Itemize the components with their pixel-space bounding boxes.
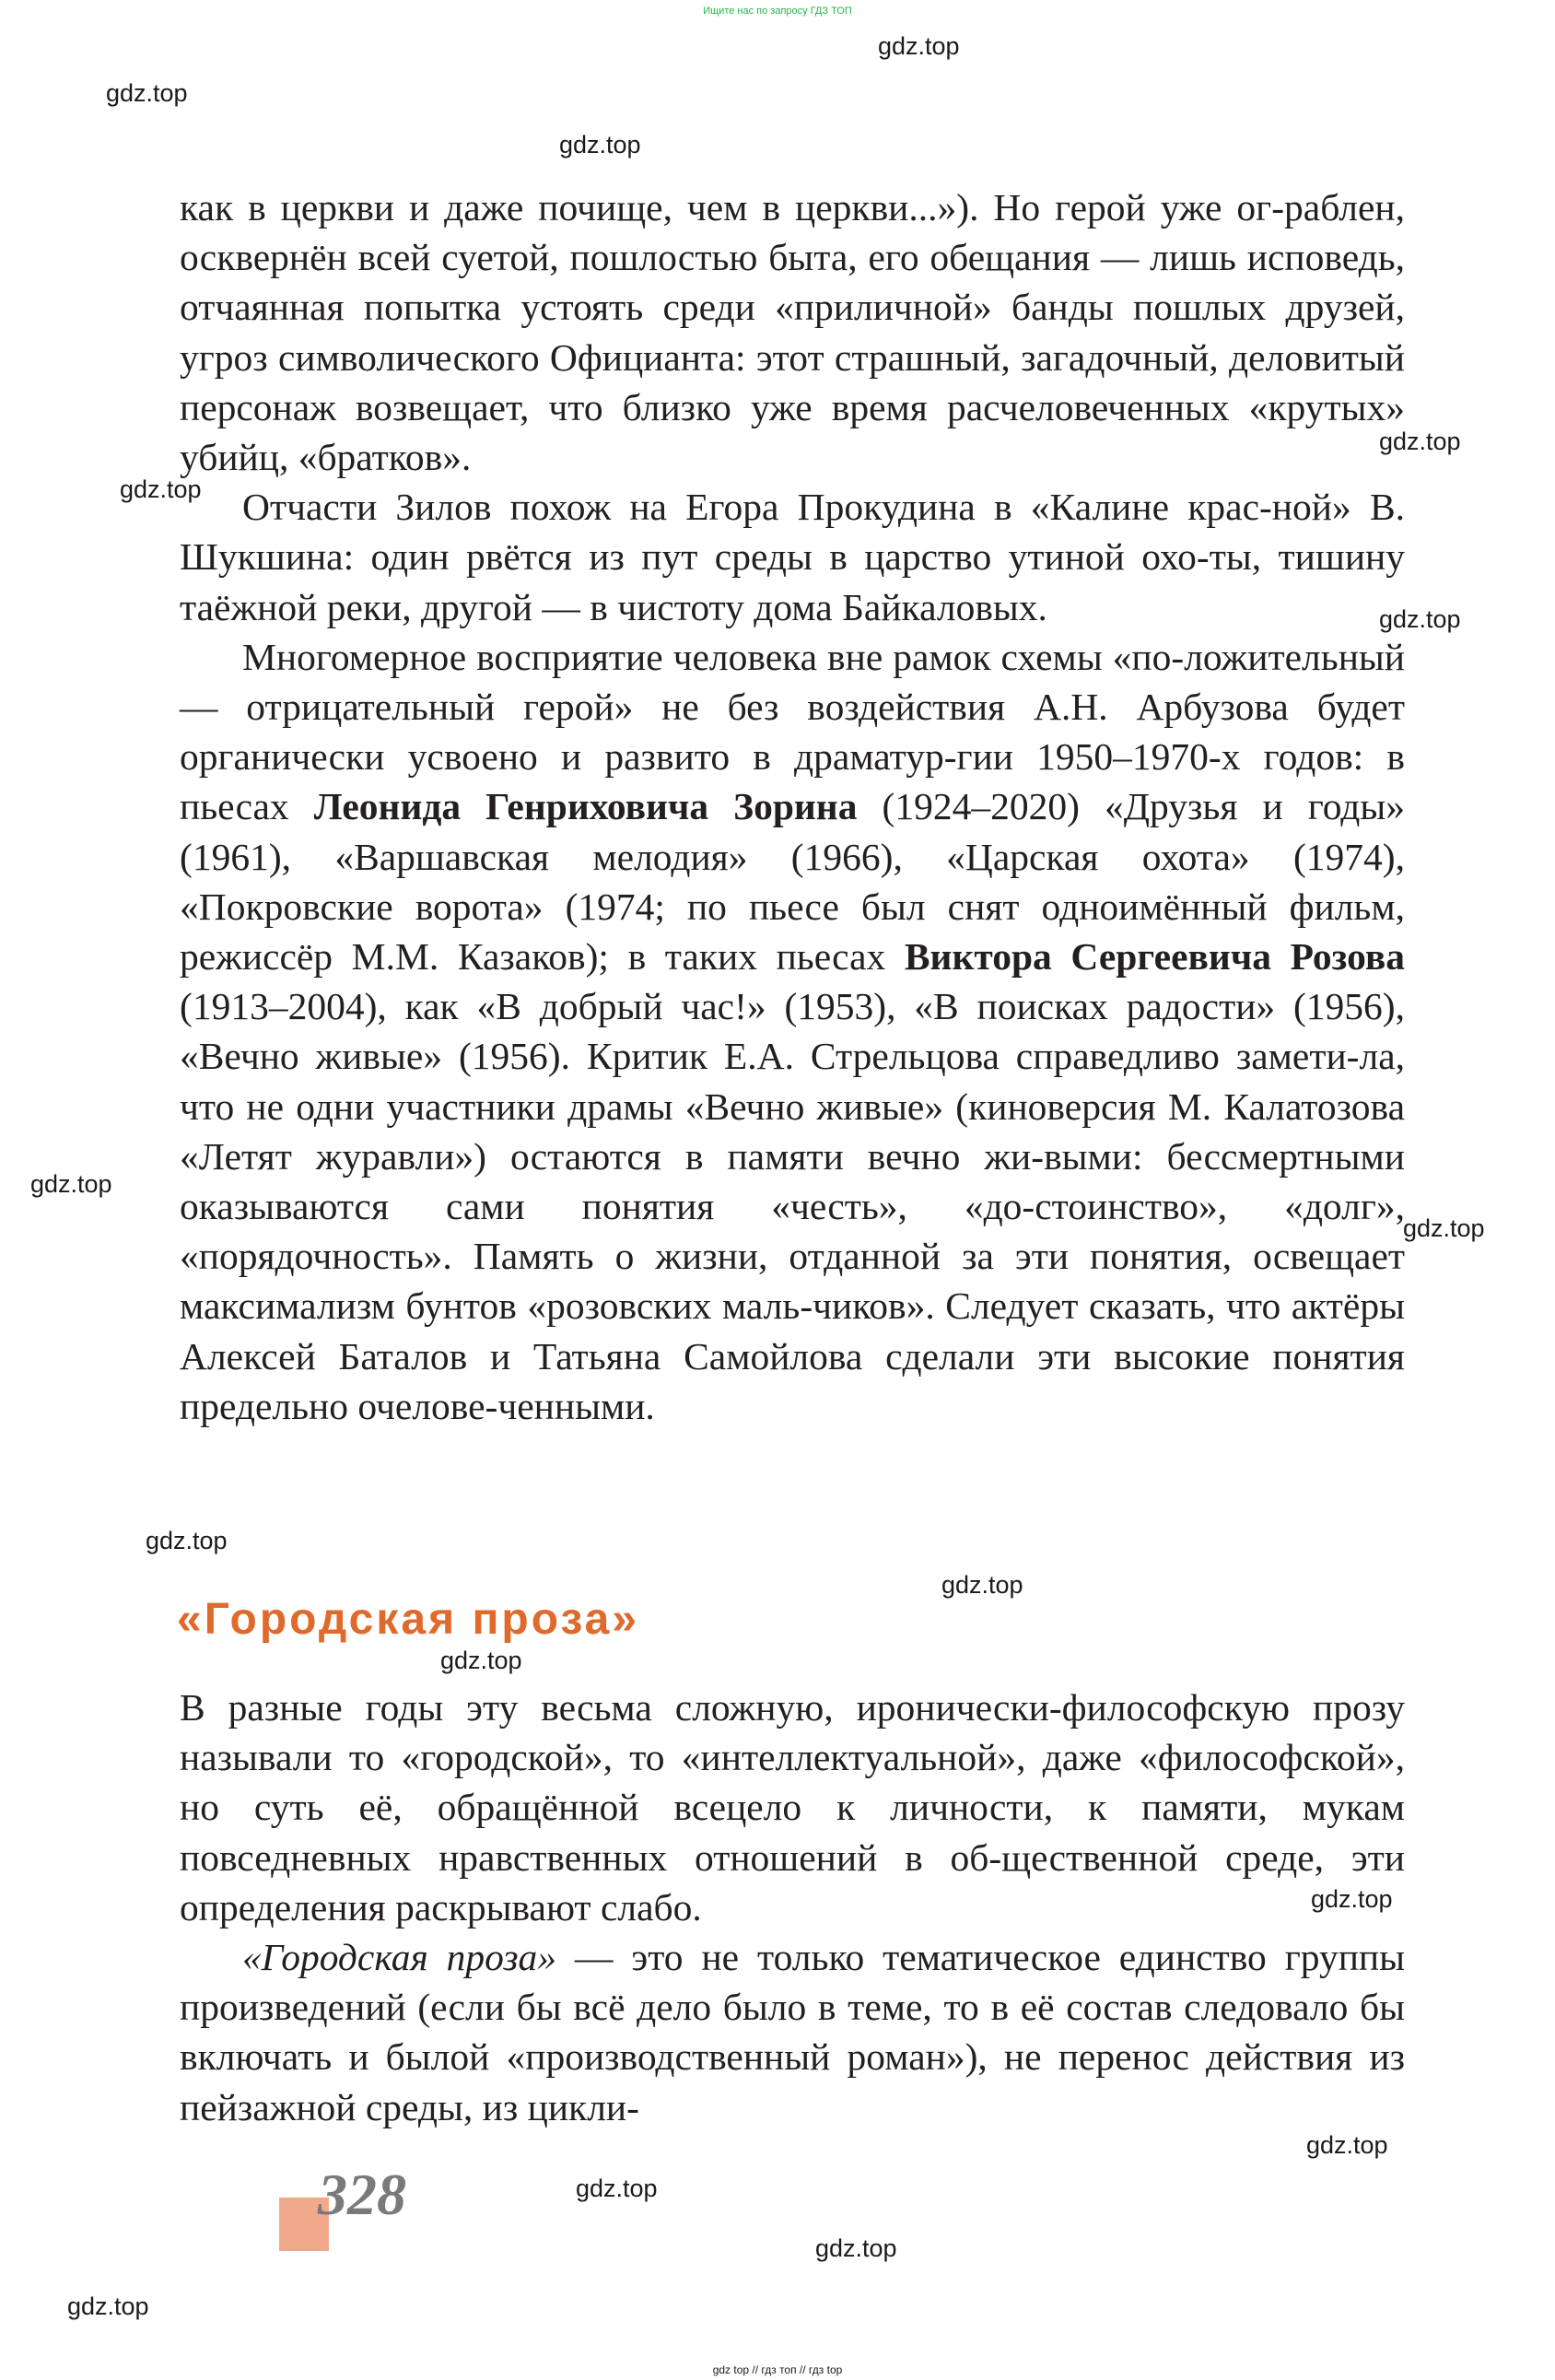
watermark: gdz.top xyxy=(120,475,202,503)
paragraph: как в церкви и даже почище, чем в церкви...»). Но герой уже ог-раблен, осквернён всей суетой, пошлостью быта, его обещания — лишь исповедь, отчаянная попытка устоять среди «приличной» банды пошлых друзей, угроз символического Официанта: этот страшный, загадочный, деловитый персонаж возвещает, что близко уже время расчеловеченных «крутых» убийц, «братков». xyxy=(180,186,1405,479)
watermark: gdz.top xyxy=(1379,428,1461,455)
page-number: 328 xyxy=(318,2162,406,2227)
author-name: Виктора Сергеевича Розова xyxy=(904,935,1405,979)
text-block-2 xyxy=(180,1682,1405,2132)
watermark: gdz.top xyxy=(576,2175,658,2202)
paragraph: Многомерное восприятие человека вне рамок схемы «по-ложительный — отрицательный герой» не без воздействия А.Н. Арбузова будет органически усвоено и развито в драматур-гии 1950–1970-х годов: в пьесах Леонида Генриховича Зорина (1924–2020) «Друзья и годы» (1961), «Варшавская мелодия» (1966), «Царская охота» (1974), «Покровские ворота» (1974; по пьесе был снят одноимённый фильм, режиссёр М.М. Казаков); в таких пьесах Виктора Сергеевича Розова (1913–2004), как «В добрый час!» (1953), «В поисках радости» (1956), «Вечно живые» (1956). Критик Е.А. Стрельцова справедливо замети-ла, что не одни участники драмы «Вечно живые» (киноверсия М. Калатозова «Летят журавли») остаются в памяти вечно жи-выми: бессмертными оказываются сами понятия «честь», «до-стоинство», «долг», «порядочность». Память о жизни, отданной за эти понятия, освещает максимализм бунтов «розовских маль-чиков». Следует сказать, что актёры Алексей Баталов и Татьяна Самойлова сделали эти высокие понятия предельно очелове-ченными. xyxy=(180,635,1406,1427)
section-heading: «Городская проза» xyxy=(177,1595,640,1644)
term: «Городская проза» xyxy=(242,1936,557,1979)
author-name: Леонида Генриховича Зорина xyxy=(313,785,858,828)
watermark: gdz.top xyxy=(1306,2131,1388,2159)
paragraph: В разные годы эту весьма сложную, иронически-философскую прозу называли то «городской», то «интеллектуальной», даже «философской», но суть её, обращённой всецело к личности, к памяти, мукам повседневных нравственных отношений в об-щественной среде, эти определения раскрывают слабо. xyxy=(180,1686,1405,1929)
watermark: gdz.top xyxy=(146,1527,228,1554)
watermark: gdz.top xyxy=(941,1571,1023,1599)
watermark: gdz.top xyxy=(106,79,188,107)
watermark: gdz.top xyxy=(1379,605,1461,633)
watermark: gdz.top xyxy=(30,1170,112,1198)
paragraph: «Городская проза» — это не только тематическое единство группы произведений (если бы всё дело было в теме, то в её состав следовало бы включать и былой «производственный роман»), не перенос действия из пейзажной среды, из цикли- xyxy=(180,1936,1405,2128)
footer-note: gdz top // гдз топ // гдз top xyxy=(712,2363,843,2376)
watermark: gdz.top xyxy=(67,2292,149,2320)
watermark: gdz.top xyxy=(1311,1885,1393,1913)
watermark: gdz.top xyxy=(1403,1214,1485,1242)
watermark: gdz.top xyxy=(815,2234,897,2262)
watermark: gdz.top xyxy=(559,131,641,158)
watermark: gdz.top xyxy=(440,1647,522,1674)
paragraph: Отчасти Зилов похож на Егора Прокудина в «Калине крас-ной» В. Шукшина: один рвётся из пут среды в царство утиной охо-ты, тишину таёжной реки, другой — в чистоту дома Байкаловых. xyxy=(180,486,1405,628)
header-note: Ищите нас по запросу ГДЗ ТОП xyxy=(703,6,852,17)
watermark: gdz.top xyxy=(878,32,960,60)
text-block-1 xyxy=(180,182,1405,1431)
